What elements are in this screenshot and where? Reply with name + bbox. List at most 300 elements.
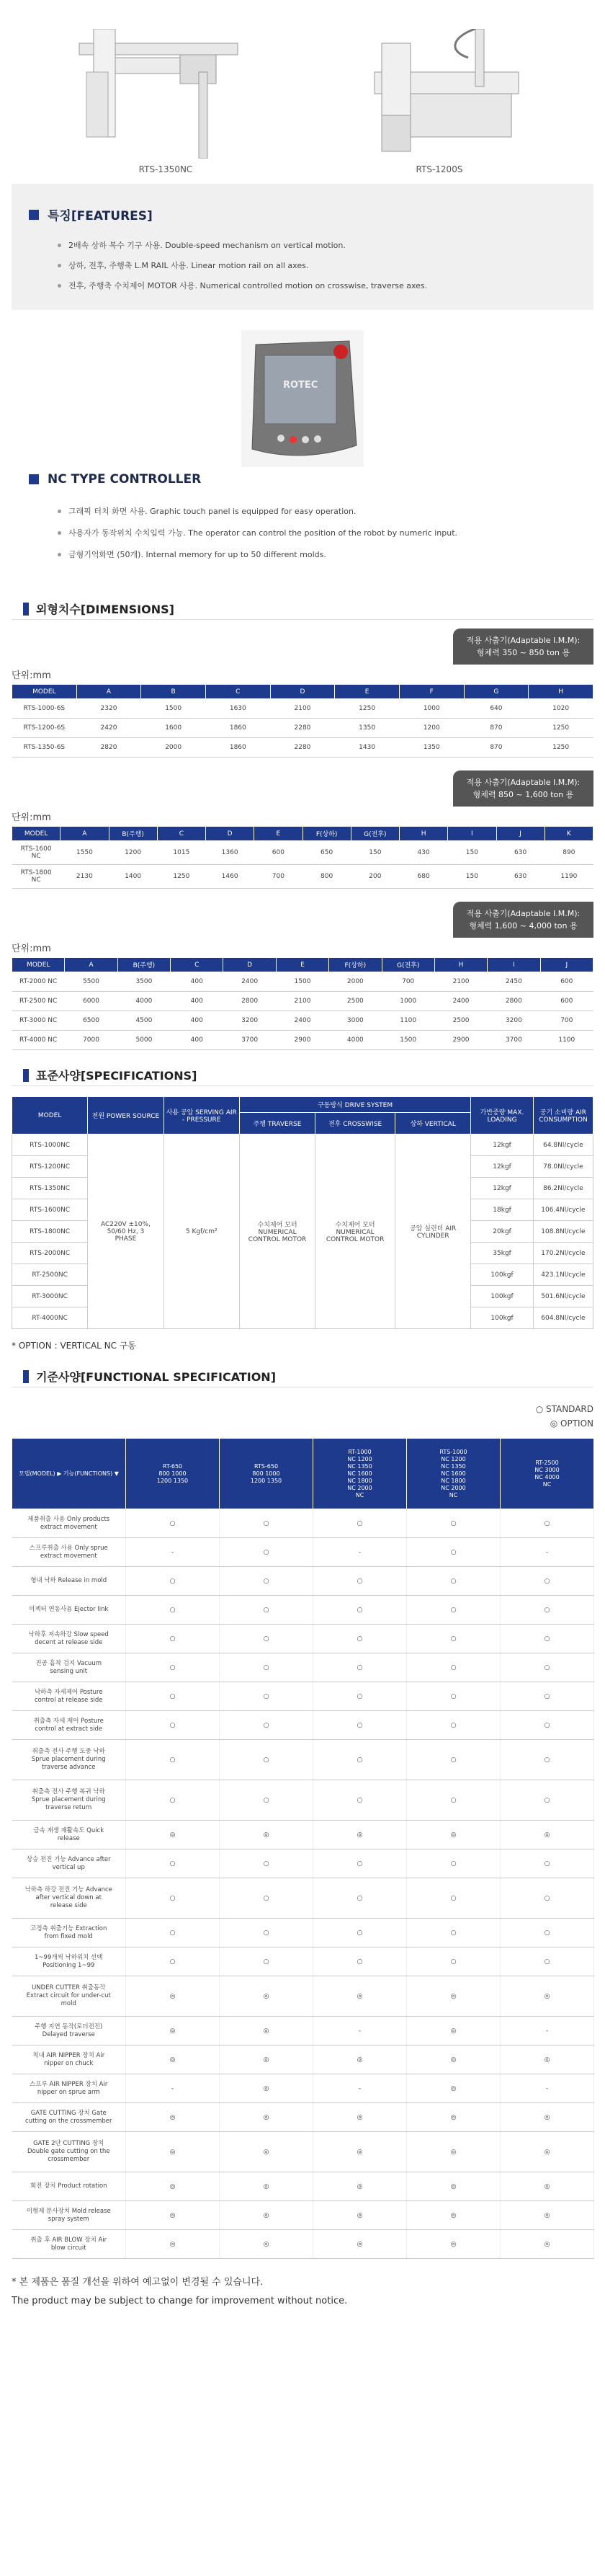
table-cell: 2900 xyxy=(434,1031,487,1050)
badge-line: 적용 사출기(Adaptable I.M.M): xyxy=(466,636,581,645)
function-label: 1~99개씩 낙하위치 선택 Positioning 1~99 xyxy=(12,1947,126,1976)
dimension-table xyxy=(12,957,593,1050)
function-label: 낙하후 저속하강 Slow speed decent at release side xyxy=(12,1625,126,1653)
table-cell: 150 xyxy=(448,865,496,889)
column-header: F xyxy=(399,685,464,699)
product-rts-1350nc xyxy=(58,29,274,174)
spec-load: 35kgf xyxy=(471,1243,533,1264)
functional-table xyxy=(12,1438,594,2259)
function-mark: ◎ xyxy=(220,2172,313,2201)
table-cell: 1015 xyxy=(157,841,205,865)
function-mark: ○ xyxy=(407,1538,501,1567)
function-label: 주행 지연 동작(로더전진) Delayed traverse xyxy=(12,2017,126,2046)
table-row xyxy=(12,1538,594,1567)
function-mark: ◎ xyxy=(313,2201,407,2230)
function-mark: ◎ xyxy=(126,2230,220,2259)
function-label: 스프루취출 사용 Only sprue extract movement xyxy=(12,1538,126,1567)
column-header: G xyxy=(464,685,529,699)
robot-illustration-2 xyxy=(346,29,533,159)
function-mark: ◎ xyxy=(220,2103,313,2132)
spec-power: AC220V ±10%, 50/60 Hz, 3 PHASE xyxy=(88,1134,163,1329)
function-mark: ◎ xyxy=(220,2074,313,2103)
bar-icon xyxy=(23,1069,29,1082)
spec-model: RTS-1800NC xyxy=(12,1221,88,1243)
function-mark: ○ xyxy=(313,1878,407,1919)
function-mark: ○ xyxy=(501,1947,594,1976)
table-cell: 1860 xyxy=(205,719,270,738)
spec-header-power: 전원 POWER SOURCE xyxy=(88,1097,163,1134)
func-header-first: 모델(MODEL) ▶ 기능(FUNCTIONS) ▼ xyxy=(12,1439,126,1509)
function-mark: ○ xyxy=(220,1740,313,1780)
function-mark: ○ xyxy=(220,1947,313,1976)
function-mark: ◎ xyxy=(501,2172,594,2201)
table-cell: 2320 xyxy=(76,699,141,719)
table-row xyxy=(12,2230,594,2259)
badge-line: 적용 사출기(Adaptable I.M.M): xyxy=(466,778,581,787)
spec-load: 12kgf xyxy=(471,1156,533,1178)
dimension-table xyxy=(12,684,593,758)
function-mark: ○ xyxy=(407,1919,501,1947)
function-mark: ◎ xyxy=(407,1976,501,2017)
adaptable-badge xyxy=(453,770,593,807)
column-header: B(주행) xyxy=(109,827,157,841)
table-cell: RT-3000 NC xyxy=(12,1011,65,1031)
function-mark: ○ xyxy=(407,1740,501,1780)
function-mark: ○ xyxy=(126,1780,220,1821)
function-mark: ◎ xyxy=(126,2172,220,2201)
function-mark: ○ xyxy=(407,1509,501,1538)
column-header: MODEL xyxy=(12,958,65,972)
function-mark: ◎ xyxy=(313,1976,407,2017)
option-note: * OPTION : VERTICAL NC 구동 xyxy=(12,1341,137,1351)
table-cell: 6000 xyxy=(65,992,117,1011)
legend-option: ◎ OPTION xyxy=(550,1418,593,1429)
table-row xyxy=(12,699,593,719)
function-mark: ◎ xyxy=(220,2201,313,2230)
bullet-icon xyxy=(58,264,61,267)
function-mark: ◎ xyxy=(407,2017,501,2046)
table-row xyxy=(12,2017,594,2046)
function-mark: - xyxy=(126,2074,220,2103)
function-mark: ◎ xyxy=(220,1821,313,1849)
function-mark: ◎ xyxy=(220,2230,313,2259)
spec-cross: 수치제어 모터 NUMERICAL CONTROL MOTOR xyxy=(315,1134,395,1329)
nc-list xyxy=(58,505,576,560)
column-header: E xyxy=(254,827,302,841)
spec-header-drive: 구동방식 DRIVE SYSTEM xyxy=(239,1097,470,1113)
column-header: J xyxy=(540,958,593,972)
table-cell: 1360 xyxy=(206,841,254,865)
function-mark: - xyxy=(501,2074,594,2103)
product-rts-1200s xyxy=(331,29,547,174)
function-mark: ◎ xyxy=(407,2230,501,2259)
function-mark: ○ xyxy=(220,1711,313,1740)
table-row xyxy=(12,1011,593,1031)
table-cell: RTS-1000-6S xyxy=(12,699,77,719)
function-mark: ◎ xyxy=(501,2201,594,2230)
function-label: 회전 장치 Product rotation xyxy=(12,2172,126,2201)
function-mark: - xyxy=(313,1538,407,1567)
spec-load: 100kgf xyxy=(471,1286,533,1307)
function-mark: ○ xyxy=(313,1625,407,1653)
column-header: C xyxy=(157,827,205,841)
table-cell: 630 xyxy=(496,841,544,865)
table-cell: 2500 xyxy=(434,1011,487,1031)
table-cell: 2900 xyxy=(276,1031,328,1050)
list-item: 2배속 상하 복수 기구 사용. Double-speed mechanism on vertical motion. xyxy=(58,239,576,251)
spec-load: 18kgf xyxy=(471,1199,533,1221)
table-cell: 640 xyxy=(464,699,529,719)
table-cell: 2800 xyxy=(223,992,276,1011)
spec-header-crosswise: 전후 CROSSWISE xyxy=(315,1113,395,1134)
table-cell: 1550 xyxy=(60,841,109,865)
table-row xyxy=(12,1740,594,1780)
column-header: J xyxy=(496,827,544,841)
column-header: B xyxy=(141,685,206,699)
function-mark: - xyxy=(501,2017,594,2046)
table-row xyxy=(12,1878,594,1919)
function-mark: ◎ xyxy=(220,1976,313,2017)
table-row xyxy=(12,1711,594,1740)
robot-illustration-1 xyxy=(72,29,259,159)
table-cell: 1100 xyxy=(540,1031,593,1050)
table-row xyxy=(12,1596,594,1625)
spec-header-load: 가반중량 MAX. LOADING xyxy=(471,1097,533,1134)
function-mark: ○ xyxy=(501,1509,594,1538)
table-cell: 650 xyxy=(302,841,351,865)
spec-consumption: 501.6Nl/cycle xyxy=(533,1286,593,1307)
legend-standard: ○ STANDARD xyxy=(535,1404,593,1414)
table-cell: 1460 xyxy=(206,865,254,889)
function-label: 제품취출 사용 Only products extract movement xyxy=(12,1509,126,1538)
table-cell: 3200 xyxy=(488,1011,540,1031)
column-header: K xyxy=(544,827,593,841)
table-cell: 870 xyxy=(464,719,529,738)
function-mark: ○ xyxy=(126,1740,220,1780)
function-mark: ◎ xyxy=(126,2017,220,2046)
spec-load: 100kgf xyxy=(471,1307,533,1329)
spec-model: RTS-1350NC xyxy=(12,1178,88,1199)
table-cell: 1000 xyxy=(399,699,464,719)
function-mark: ○ xyxy=(407,1849,501,1878)
table-cell: 1250 xyxy=(157,865,205,889)
table-row xyxy=(12,1653,594,1682)
table-cell: 5500 xyxy=(65,972,117,992)
adaptable-badge-row xyxy=(0,902,605,938)
spec-header-vertical: 상하 VERTICAL xyxy=(395,1113,471,1134)
func-header-model: RT-1000 NC 1200 NC 1350 NC 1600 NC 1800 NC 2000 NC xyxy=(313,1439,407,1509)
table-cell: RT-4000 NC xyxy=(12,1031,65,1050)
table-cell: 4000 xyxy=(117,992,170,1011)
function-mark: ○ xyxy=(501,1596,594,1625)
controller-brand: ROTEC xyxy=(283,379,318,391)
function-mark: ○ xyxy=(501,1653,594,1682)
table-cell: 4500 xyxy=(117,1011,170,1031)
spec-model: RT-2500NC xyxy=(12,1264,88,1286)
table-cell: 2400 xyxy=(276,1011,328,1031)
function-mark: ◎ xyxy=(501,2230,594,2259)
table-row xyxy=(12,1031,593,1050)
function-mark: - xyxy=(313,2017,407,2046)
table-cell: 600 xyxy=(540,992,593,1011)
function-mark: ○ xyxy=(501,1682,594,1711)
table-row xyxy=(12,1780,594,1821)
column-header: F(상하) xyxy=(329,958,382,972)
function-mark: ◎ xyxy=(126,1976,220,2017)
table-row xyxy=(12,1976,594,2017)
spec-load: 12kgf xyxy=(471,1134,533,1156)
features-title: 특징[FEATURES] xyxy=(29,205,576,223)
spec-header-air: 사용 공압 SERVING AIR - PRESSURE xyxy=(163,1097,239,1134)
column-header: C xyxy=(171,958,223,972)
spec-model: RT-3000NC xyxy=(12,1286,88,1307)
nc-title: NC TYPE CONTROLLER xyxy=(29,472,576,487)
table-cell: 1250 xyxy=(335,699,400,719)
table-cell: 1500 xyxy=(382,1031,434,1050)
table-cell: 2000 xyxy=(141,738,206,758)
function-mark: ◎ xyxy=(501,2046,594,2074)
table-cell: 1630 xyxy=(205,699,270,719)
table-row xyxy=(12,841,593,865)
table-cell: 680 xyxy=(400,865,448,889)
spec-consumption: 64.8Nl/cycle xyxy=(533,1134,593,1156)
table-row xyxy=(12,1134,593,1156)
function-mark: ○ xyxy=(407,1711,501,1740)
function-mark: ○ xyxy=(501,1780,594,1821)
function-mark: ○ xyxy=(313,1653,407,1682)
table-row xyxy=(12,1567,594,1596)
table-cell: 2400 xyxy=(434,992,487,1011)
function-mark: ○ xyxy=(501,1711,594,1740)
function-label: 취출 후 AIR BLOW 장치 Air blow circuit xyxy=(12,2230,126,2259)
function-mark: ○ xyxy=(220,1849,313,1878)
function-label: 상승 전진 기능 Advance after vertical up xyxy=(12,1849,126,1878)
table-row xyxy=(12,1509,594,1538)
function-mark: ○ xyxy=(220,1682,313,1711)
function-mark: ◎ xyxy=(501,1821,594,1849)
function-mark: ○ xyxy=(126,1567,220,1596)
table-cell: 150 xyxy=(448,841,496,865)
functional-title: 기준사양[FUNCTIONAL SPECIFICATION] xyxy=(12,1366,593,1387)
table-cell: 1190 xyxy=(544,865,593,889)
dimension-table xyxy=(12,826,593,889)
function-mark: ○ xyxy=(407,1947,501,1976)
spec-model: RTS-2000NC xyxy=(12,1243,88,1264)
unit-label: 단위:mm xyxy=(12,812,51,823)
function-mark: ◎ xyxy=(407,2172,501,2201)
table-cell: 1500 xyxy=(141,699,206,719)
table-cell: RT-2000 NC xyxy=(12,972,65,992)
column-header: A xyxy=(76,685,141,699)
function-mark: ◎ xyxy=(220,2046,313,2074)
bullet-icon xyxy=(58,284,61,288)
column-header: G(전후) xyxy=(351,827,399,841)
function-mark: ○ xyxy=(220,1653,313,1682)
table-cell: 2130 xyxy=(60,865,109,889)
function-mark: ○ xyxy=(501,1567,594,1596)
function-mark: ◎ xyxy=(407,2074,501,2103)
table-row xyxy=(12,992,593,1011)
function-mark: ○ xyxy=(126,1625,220,1653)
list-item: 상하, 전후, 주행축 L.M RAIL 사용. Linear motion rail on all axes. xyxy=(58,259,576,271)
function-mark: ○ xyxy=(220,1538,313,1567)
function-mark: ○ xyxy=(313,1596,407,1625)
list-item: 금형기억화면 (50개). Internal memory for up to 50 different molds. xyxy=(58,548,576,560)
table-cell: 200 xyxy=(351,865,399,889)
legend xyxy=(0,1402,605,1431)
spec-load: 20kgf xyxy=(471,1221,533,1243)
column-header: H xyxy=(400,827,448,841)
adaptable-badge-row xyxy=(0,770,605,807)
function-mark: ◎ xyxy=(220,2132,313,2172)
table-header-row xyxy=(12,827,593,841)
controller-illustration xyxy=(241,330,364,467)
table-cell: 1400 xyxy=(109,865,157,889)
function-mark: ○ xyxy=(407,1567,501,1596)
function-mark: ○ xyxy=(407,1653,501,1682)
table-cell: 1020 xyxy=(529,699,593,719)
table-cell: 700 xyxy=(540,1011,593,1031)
function-mark: ○ xyxy=(501,1625,594,1653)
table-cell: 1600 xyxy=(141,719,206,738)
table-cell: 2000 xyxy=(329,972,382,992)
function-mark: ◎ xyxy=(313,2103,407,2132)
adaptable-badge xyxy=(453,902,593,938)
table-cell: 2400 xyxy=(223,972,276,992)
dimensions-title: 외형치수[DIMENSIONS] xyxy=(12,598,593,620)
spec-consumption: 108.8Nl/cycle xyxy=(533,1221,593,1243)
table-cell: 600 xyxy=(540,972,593,992)
table-cell: RTS-1600 NC xyxy=(12,841,60,865)
function-mark: ○ xyxy=(407,1625,501,1653)
column-header: C xyxy=(205,685,270,699)
function-mark: ○ xyxy=(313,1849,407,1878)
table-cell: 2100 xyxy=(434,972,487,992)
column-header: E xyxy=(335,685,400,699)
spec-header-consumption: 공기 소비량 AIR CONSUMPTION xyxy=(533,1097,593,1134)
function-mark: ◎ xyxy=(220,2017,313,2046)
spec-model: RTS-1600NC xyxy=(12,1199,88,1221)
function-mark: ◎ xyxy=(501,1976,594,2017)
spec-model: RTS-1000NC xyxy=(12,1134,88,1156)
table-cell: RT-2500 NC xyxy=(12,992,65,1011)
function-label: 척내 AIR NIPPER 장치 Air nipper on chuck xyxy=(12,2046,126,2074)
function-mark: ◎ xyxy=(313,1821,407,1849)
table-cell: 3700 xyxy=(223,1031,276,1050)
function-mark: ◎ xyxy=(313,2132,407,2172)
function-mark: ○ xyxy=(220,1780,313,1821)
bar-icon xyxy=(23,1370,29,1383)
function-mark: ◎ xyxy=(126,2132,220,2172)
bar-icon xyxy=(23,603,29,616)
function-mark: ◎ xyxy=(407,2103,501,2132)
square-icon xyxy=(29,474,39,484)
function-label: 낙하측 자세제어 Posture control at release side xyxy=(12,1682,126,1711)
function-mark: ◎ xyxy=(313,2172,407,2201)
function-mark: ○ xyxy=(313,1780,407,1821)
table-cell: 7000 xyxy=(65,1031,117,1050)
function-mark: ○ xyxy=(313,1567,407,1596)
table-row xyxy=(12,2103,594,2132)
function-label: 취출측 전사 주행 도중 낙하 Sprue placement during traverse advance xyxy=(12,1740,126,1780)
table-cell: 2800 xyxy=(488,992,540,1011)
function-mark: ○ xyxy=(501,1919,594,1947)
function-mark: ○ xyxy=(501,1849,594,1878)
function-mark: ○ xyxy=(126,1509,220,1538)
table-row xyxy=(12,1947,594,1976)
unit-label: 단위:mm xyxy=(12,670,51,681)
table-cell: 3200 xyxy=(223,1011,276,1031)
function-mark: ○ xyxy=(220,1567,313,1596)
column-header: D xyxy=(223,958,276,972)
table-row xyxy=(12,2172,594,2201)
table-cell: 700 xyxy=(254,865,302,889)
bullet-icon xyxy=(58,510,61,513)
dimension-tables xyxy=(0,629,605,1050)
spec-consumption: 604.8Nl/cycle xyxy=(533,1307,593,1329)
function-mark: - xyxy=(501,1538,594,1567)
function-mark: ○ xyxy=(126,1596,220,1625)
table-cell: 2450 xyxy=(488,972,540,992)
function-mark: ○ xyxy=(220,1509,313,1538)
function-label: GATE 2단 CUTTING 장치 Double gate cutting on the crossmember xyxy=(12,2132,126,2172)
spec-load: 100kgf xyxy=(471,1264,533,1286)
table-cell: 1200 xyxy=(399,719,464,738)
function-mark: ○ xyxy=(313,1509,407,1538)
column-header: E xyxy=(276,958,328,972)
function-mark: ◎ xyxy=(407,2046,501,2074)
function-mark: ◎ xyxy=(501,2132,594,2172)
function-mark: ○ xyxy=(407,1596,501,1625)
column-header: MODEL xyxy=(12,685,77,699)
spec-consumption: 86.2Nl/cycle xyxy=(533,1178,593,1199)
table-cell: 400 xyxy=(171,1011,223,1031)
table-cell: 2420 xyxy=(76,719,141,738)
function-mark: ○ xyxy=(220,1919,313,1947)
table-cell: 3700 xyxy=(488,1031,540,1050)
table-cell: 6500 xyxy=(65,1011,117,1031)
product-caption: RTS-1350NC xyxy=(138,164,193,174)
table-cell: 1250 xyxy=(529,738,593,758)
function-mark: ◎ xyxy=(407,2201,501,2230)
table-cell: 400 xyxy=(171,972,223,992)
function-mark: ○ xyxy=(407,1878,501,1919)
table-cell: 1860 xyxy=(205,738,270,758)
function-mark: ○ xyxy=(126,1878,220,1919)
table-cell: 800 xyxy=(302,865,351,889)
function-mark: ◎ xyxy=(407,2132,501,2172)
table-header-row xyxy=(12,958,593,972)
table-cell: 3500 xyxy=(117,972,170,992)
features-box xyxy=(12,184,593,310)
column-header: B(주행) xyxy=(117,958,170,972)
function-mark: ◎ xyxy=(126,2201,220,2230)
table-cell: 2820 xyxy=(76,738,141,758)
table-cell: 2100 xyxy=(276,992,328,1011)
table-cell: 400 xyxy=(171,1031,223,1050)
table-cell: 400 xyxy=(171,992,223,1011)
spec-vert: 공압 실린더 AIR CYLINDER xyxy=(395,1134,471,1329)
features-list xyxy=(58,239,576,291)
bullet-icon xyxy=(58,244,61,247)
spec-consumption: 170.2Nl/cycle xyxy=(533,1243,593,1264)
controller-image xyxy=(0,317,605,465)
specifications-title: 표준사양[SPECIFICATIONS] xyxy=(12,1065,593,1086)
table-row xyxy=(12,2074,594,2103)
table-cell: 1500 xyxy=(276,972,328,992)
column-header: G(전후) xyxy=(382,958,434,972)
function-mark: ◎ xyxy=(126,2103,220,2132)
